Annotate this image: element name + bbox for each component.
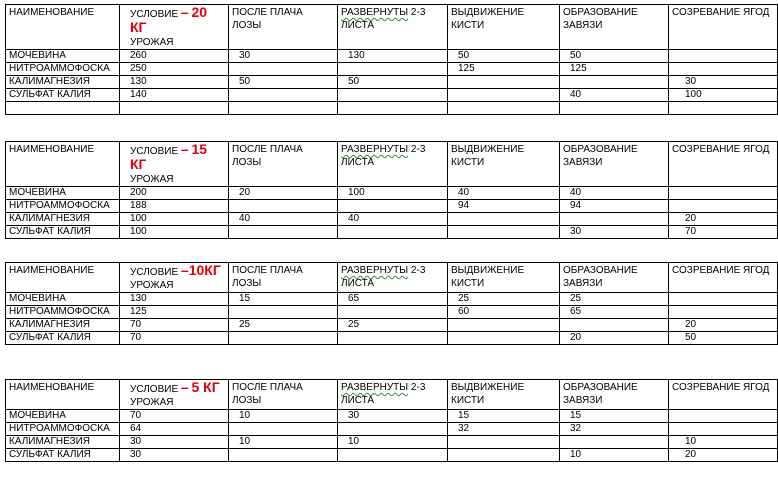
cell-after-cry: [229, 200, 338, 213]
header-row: [6, 142, 778, 187]
cell-after-cry: 30: [229, 50, 338, 63]
cell-condition: 70: [120, 332, 229, 345]
header-ripening: СОЗРЕВАНИЕ ЯГОД: [669, 5, 778, 50]
cell-name: МОЧЕВИНА: [6, 293, 120, 306]
cell-name: КАЛИМАГНЕЗИЯ: [6, 76, 120, 89]
table-row: [6, 213, 778, 226]
cell-leaves: [338, 306, 448, 319]
cell-ovary: 65: [560, 306, 669, 319]
cell-after-cry: 50: [229, 76, 338, 89]
cell-leaves: [338, 89, 448, 102]
header-ovary: ОБРАЗОВАНИЕ ЗАВЯЗИ: [560, 380, 669, 410]
cell-ripening: 100: [669, 89, 778, 102]
table-row: [6, 226, 778, 239]
cell-condition: 188: [120, 200, 229, 213]
header-ovary: ОБРАЗОВАНИЕ ЗАВЯЗИ: [560, 5, 669, 50]
header-after-cry: ПОСЛЕ ПЛАЧА ЛОЗЫ: [229, 142, 338, 187]
header-ovary: ОБРАЗОВАНИЕ ЗАВЯЗИ: [560, 263, 669, 293]
cell-ripening: 50: [669, 332, 778, 345]
cell-ripening: 20: [669, 449, 778, 462]
cell-ovary: 125: [560, 63, 669, 76]
cell-name: МОЧЕВИНА: [6, 187, 120, 200]
cell-ovary: 20: [560, 332, 669, 345]
cell-ripening: [669, 306, 778, 319]
fertilizer-table-20kg: [5, 4, 778, 115]
cell-condition: 100: [120, 226, 229, 239]
cell-name: МОЧЕВИНА: [6, 410, 120, 423]
cell-leaves: 50: [338, 76, 448, 89]
cell-after-cry: 25: [229, 319, 338, 332]
header-ripening: СОЗРЕВАНИЕ ЯГОД: [669, 142, 778, 187]
cell-cluster: [448, 102, 560, 115]
cell-cluster: [448, 76, 560, 89]
table-row: [6, 306, 778, 319]
table-row: [6, 63, 778, 76]
cell-ripening: 20: [669, 213, 778, 226]
header-row: [6, 263, 778, 293]
cell-cluster: 15: [448, 410, 560, 423]
cell-cluster: [448, 226, 560, 239]
cell-leaves: [338, 332, 448, 345]
cell-cluster: 60: [448, 306, 560, 319]
cell-cluster: [448, 89, 560, 102]
cell-after-cry: [229, 89, 338, 102]
cell-after-cry: [229, 332, 338, 345]
cell-ovary: 15: [560, 410, 669, 423]
cell-cluster: 32: [448, 423, 560, 436]
cell-name: КАЛИМАГНЕЗИЯ: [6, 213, 120, 226]
cell-ripening: [669, 187, 778, 200]
cell-leaves: [338, 102, 448, 115]
table-row: [6, 293, 778, 306]
table-row: [6, 319, 778, 332]
table-row: [6, 89, 778, 102]
header-condition: УСЛОВИЕ – 20 КГ УРОЖАЯ: [120, 5, 229, 50]
cell-ovary: 25: [560, 293, 669, 306]
cell-leaves: [338, 226, 448, 239]
cell-after-cry: 40: [229, 213, 338, 226]
cell-ripening: [669, 423, 778, 436]
cell-ovary: [560, 102, 669, 115]
cell-condition: [120, 102, 229, 115]
cell-leaves: 40: [338, 213, 448, 226]
header-after-cry: ПОСЛЕ ПЛАЧА ЛОЗЫ: [229, 380, 338, 410]
cell-after-cry: 15: [229, 293, 338, 306]
cell-ripening: 70: [669, 226, 778, 239]
cell-condition: 70: [120, 410, 229, 423]
cell-after-cry: 10: [229, 436, 338, 449]
cell-name: СУЛЬФАТ КАЛИЯ: [6, 449, 120, 462]
cell-condition: 130: [120, 293, 229, 306]
cell-ovary: [560, 436, 669, 449]
header-cluster: ВЫДВИЖЕНИЕ КИСТИ: [448, 142, 560, 187]
cell-cluster: 40: [448, 187, 560, 200]
header-leaves: РАЗВЕРНУТЫ 2-3 ЛИСТА: [338, 142, 448, 187]
cell-name: КАЛИМАГНЕЗИЯ: [6, 319, 120, 332]
cell-condition: 100: [120, 213, 229, 226]
header-leaves: РАЗВЕРНУТЫ 2-3 ЛИСТА: [338, 263, 448, 293]
fertilizer-table-15kg: [5, 141, 778, 239]
cell-name: [6, 102, 120, 115]
header-row: [6, 380, 778, 410]
header-row: [6, 5, 778, 50]
cell-name: КАЛИМАГНЕЗИЯ: [6, 436, 120, 449]
cell-condition: 200: [120, 187, 229, 200]
cell-ripening: [669, 102, 778, 115]
yield-label: 20 КГ: [130, 4, 208, 35]
cell-leaves: 25: [338, 319, 448, 332]
cell-name: СУЛЬФАТ КАЛИЯ: [6, 332, 120, 345]
cell-ovary: 30: [560, 226, 669, 239]
cell-ovary: 10: [560, 449, 669, 462]
cell-leaves: 30: [338, 410, 448, 423]
cell-ripening: 10: [669, 436, 778, 449]
header-name: НАИМЕНОВАНИЕ: [6, 263, 120, 293]
cell-ovary: [560, 76, 669, 89]
cell-after-cry: [229, 449, 338, 462]
cell-name: НИТРОАММОФОСКА: [6, 200, 120, 213]
cell-ovary: 32: [560, 423, 669, 436]
table-row: [6, 332, 778, 345]
cell-ovary: 94: [560, 200, 669, 213]
header-name: НАИМЕНОВАНИЕ: [6, 5, 120, 50]
cell-cluster: 25: [448, 293, 560, 306]
cell-condition: 30: [120, 449, 229, 462]
cell-cluster: [448, 319, 560, 332]
yield-label: 15 КГ: [130, 141, 208, 172]
cell-leaves: 10: [338, 436, 448, 449]
cell-cluster: 94: [448, 200, 560, 213]
header-leaves: РАЗВЕРНУТЫ 2-3 ЛИСТА: [338, 5, 448, 50]
cell-after-cry: 20: [229, 187, 338, 200]
cell-after-cry: [229, 306, 338, 319]
yield-label: 10КГ: [188, 262, 221, 278]
cell-name: СУЛЬФАТ КАЛИЯ: [6, 89, 120, 102]
cell-ripening: 20: [669, 319, 778, 332]
cell-ripening: [669, 293, 778, 306]
header-cluster: ВЫДВИЖЕНИЕ КИСТИ: [448, 380, 560, 410]
cell-name: НИТРОАММОФОСКА: [6, 306, 120, 319]
header-cluster: ВЫДВИЖЕНИЕ КИСТИ: [448, 263, 560, 293]
table-row: [6, 76, 778, 89]
cell-condition: 30: [120, 436, 229, 449]
cell-leaves: [338, 200, 448, 213]
table-row-empty: [6, 102, 778, 115]
table-row: [6, 50, 778, 63]
cell-leaves: [338, 423, 448, 436]
cell-leaves: 65: [338, 293, 448, 306]
cell-ripening: [669, 63, 778, 76]
cell-name: НИТРОАММОФОСКА: [6, 423, 120, 436]
cell-cluster: [448, 449, 560, 462]
cell-condition: 260: [120, 50, 229, 63]
cell-cluster: 125: [448, 63, 560, 76]
cell-ripening: [669, 50, 778, 63]
fertilizer-table-10kg: [5, 262, 778, 345]
cell-name: НИТРОАММОФОСКА: [6, 63, 120, 76]
cell-ovary: [560, 213, 669, 226]
cell-leaves: [338, 449, 448, 462]
header-condition: УСЛОВИЕ –10КГ УРОЖАЯ: [120, 263, 229, 293]
cell-condition: 130: [120, 76, 229, 89]
header-ovary: ОБРАЗОВАНИЕ ЗАВЯЗИ: [560, 142, 669, 187]
cell-condition: 125: [120, 306, 229, 319]
table-row: [6, 436, 778, 449]
table-row: [6, 449, 778, 462]
cell-after-cry: [229, 226, 338, 239]
table-row: [6, 410, 778, 423]
table-row: [6, 187, 778, 200]
cell-name: СУЛЬФАТ КАЛИЯ: [6, 226, 120, 239]
header-name: НАИМЕНОВАНИЕ: [6, 142, 120, 187]
cell-after-cry: 10: [229, 410, 338, 423]
fertilizer-table-5kg: [5, 379, 778, 462]
cell-ripening: [669, 410, 778, 423]
cell-ovary: [560, 319, 669, 332]
cell-condition: 250: [120, 63, 229, 76]
yield-label: 5 КГ: [191, 379, 220, 395]
header-after-cry: ПОСЛЕ ПЛАЧА ЛОЗЫ: [229, 263, 338, 293]
cell-after-cry: [229, 423, 338, 436]
header-cluster: ВЫДВИЖЕНИЕ КИСТИ: [448, 5, 560, 50]
cell-cluster: [448, 213, 560, 226]
cell-after-cry: [229, 63, 338, 76]
cell-cluster: [448, 436, 560, 449]
header-after-cry: ПОСЛЕ ПЛАЧА ЛОЗЫ: [229, 5, 338, 50]
cell-ovary: 50: [560, 50, 669, 63]
header-ripening: СОЗРЕВАНИЕ ЯГОД: [669, 380, 778, 410]
cell-condition: 64: [120, 423, 229, 436]
cell-cluster: 50: [448, 50, 560, 63]
table-row: [6, 423, 778, 436]
cell-name: МОЧЕВИНА: [6, 50, 120, 63]
cell-ovary: 40: [560, 89, 669, 102]
cell-ripening: 30: [669, 76, 778, 89]
header-condition: УСЛОВИЕ – 15 КГ УРОЖАЯ: [120, 142, 229, 187]
cell-condition: 140: [120, 89, 229, 102]
cell-leaves: [338, 63, 448, 76]
cell-leaves: 100: [338, 187, 448, 200]
header-condition: УСЛОВИЕ – 5 КГ УРОЖАЯ: [120, 380, 229, 410]
table-row: [6, 200, 778, 213]
cell-cluster: [448, 332, 560, 345]
header-ripening: СОЗРЕВАНИЕ ЯГОД: [669, 263, 778, 293]
cell-condition: 70: [120, 319, 229, 332]
header-leaves: РАЗВЕРНУТЫ 2-3 ЛИСТА: [338, 380, 448, 410]
cell-after-cry: [229, 102, 338, 115]
cell-ripening: [669, 200, 778, 213]
cell-ovary: 40: [560, 187, 669, 200]
header-name: НАИМЕНОВАНИЕ: [6, 380, 120, 410]
cell-leaves: 130: [338, 50, 448, 63]
